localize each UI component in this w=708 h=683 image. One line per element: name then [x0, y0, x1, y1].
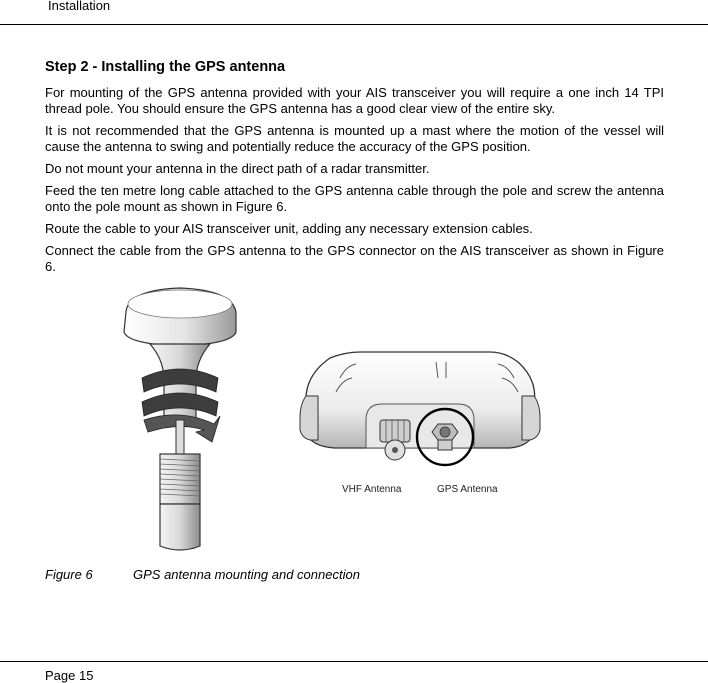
figure-caption	[45, 567, 360, 582]
gps-antenna-drawing	[124, 288, 236, 550]
section-heading: Step 2 - Installing the GPS antenna	[45, 59, 286, 75]
paragraph-route-cable: Route the cable to your AIS transceiver unit, adding any necessary extension cables.	[45, 221, 533, 236]
vhf-antenna-label: VHF Antenna	[342, 484, 402, 495]
paragraph-mounting: For mounting of the GPS antenna provided with your AIS transceiver you will require a one inch 14 TPI thread pole. You should ensure the GPS antenna has a good clear view of the entire sky.	[45, 85, 664, 116]
figure-number: Figure 6	[45, 567, 93, 582]
gps-antenna-label: GPS Antenna	[437, 484, 498, 495]
paragraph-mast-warning: It is not recommended that the GPS antenna is mounted up a mast where the motion of the vessel will cause the antenna to swing and potentially reduce the accuracy of the GPS position.	[45, 123, 664, 154]
ais-transceiver-drawing	[300, 352, 540, 495]
vhf-connector-icon	[380, 420, 410, 460]
paragraph-feed-cable: Feed the ten metre long cable attached to the GPS antenna cable through the pole and screw the antenna onto the pole mount as shown in Figure 6.	[45, 183, 664, 214]
figure-title: GPS antenna mounting and connection	[133, 567, 360, 582]
running-header: Installation	[48, 0, 111, 13]
paragraph-radar-warning: Do not mount your antenna in the direct path of a radar transmitter.	[45, 161, 430, 176]
page-number: Page 15	[45, 668, 94, 683]
footer-rule	[0, 661, 708, 662]
paragraph-connect-cable: Connect the cable from the GPS antenna to the GPS connector on the AIS transceiver as shown in Figure 6.	[45, 243, 664, 274]
